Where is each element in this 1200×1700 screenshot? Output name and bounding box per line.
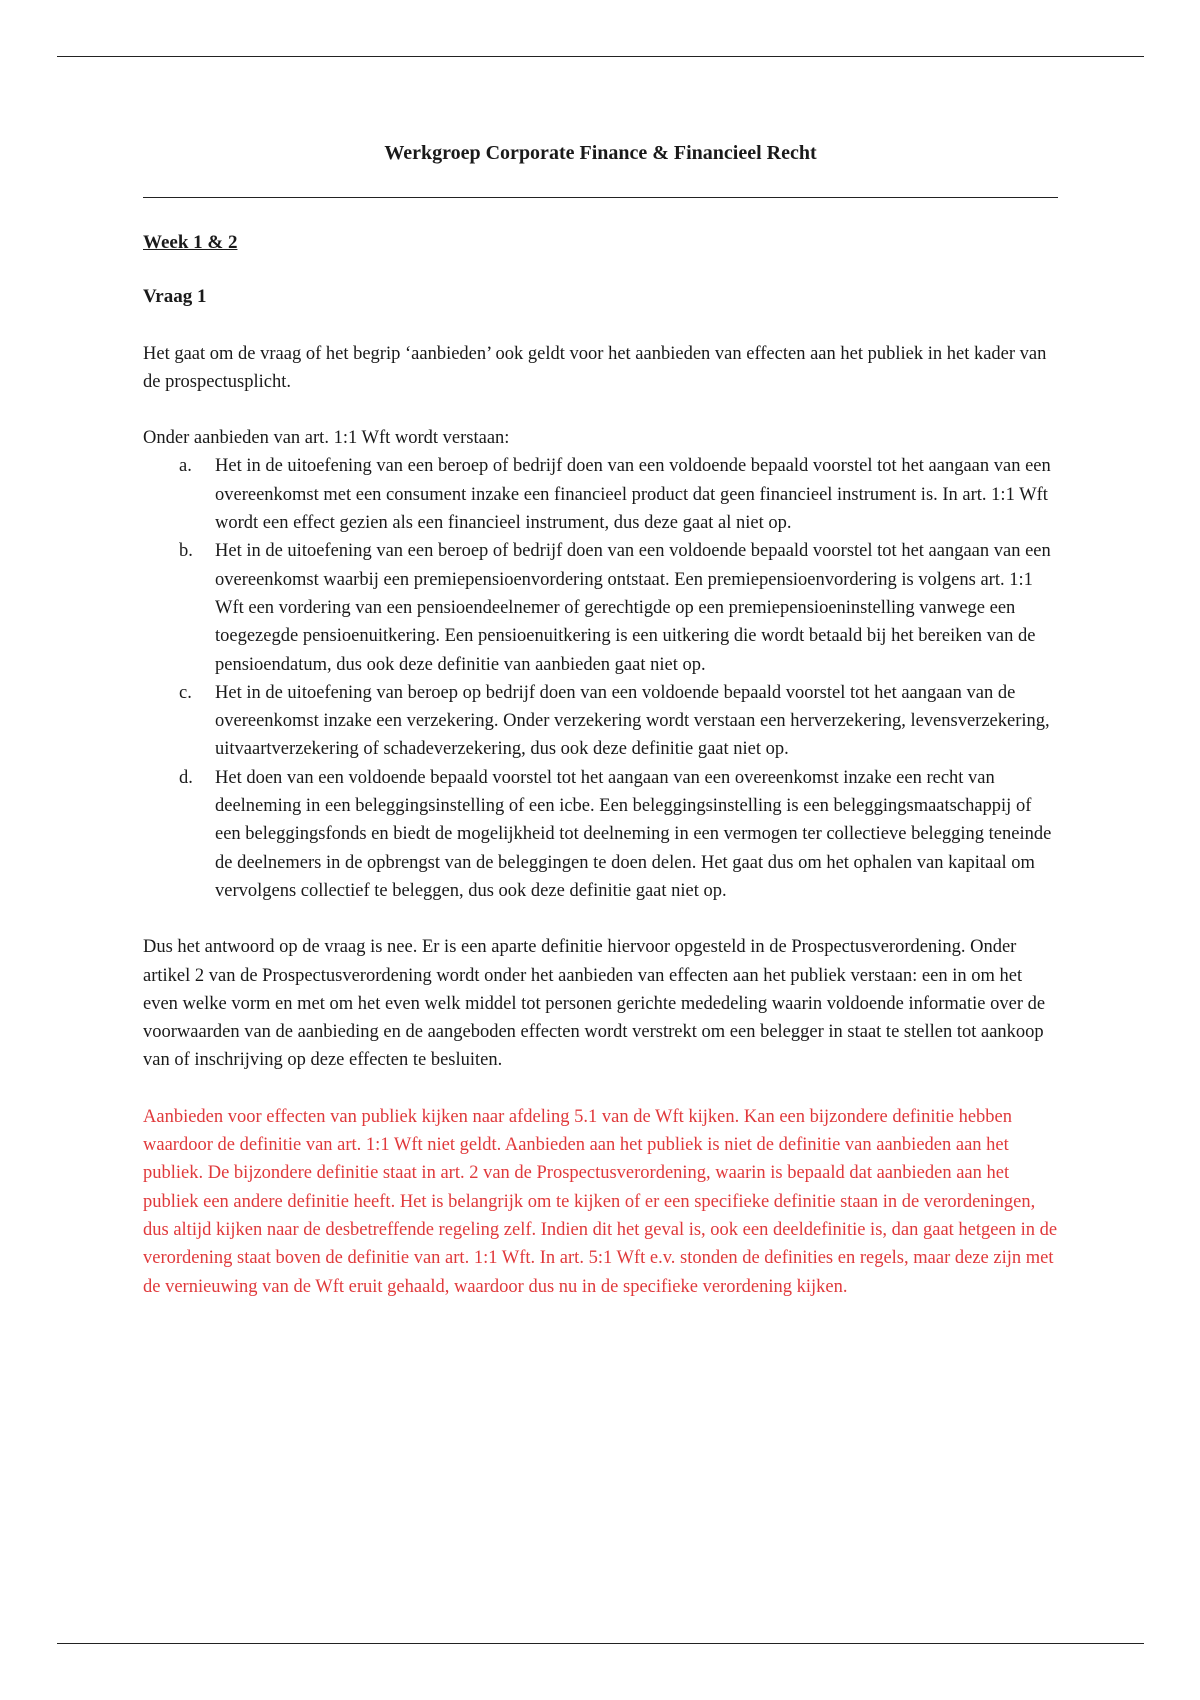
list-item-text: Het doen van een voldoende bepaald voorstel tot het aangaan van een overeenkomst inzake een recht van deelneming in een beleggingsinstelling of een icbe. Een beleggingsinstelling is een beleggingsmaatschappij of een beleggingsfonds en biedt de mogelijkheid tot deelneming in een vermogen ter collectieve belegging teneinde de deelnemers in de opbrengst van de beleggingen te doen delen. Het gaat dus om het ophalen van kapitaal om vervolgens collectief te beleggen, dus ook deze definitie gaat niet op. (215, 767, 1052, 901)
bottom-page-rule (57, 1643, 1144, 1644)
top-page-rule (57, 56, 1144, 57)
list-item (143, 764, 1058, 905)
document-title: Werkgroep Corporate Finance & Financieel Recht (384, 142, 817, 164)
list-item-text: Het in de uitoefening van een beroep of bedrijf doen van een voldoende bepaald voorstel tot het aangaan van een overeenkomst met een consument inzake een financieel product dat geen financieel instrument is. In art. 1:1 Wft wordt een effect gezien als een financieel instrument, dus deze gaat al niet op. (215, 456, 1051, 534)
list-marker: a. (179, 456, 192, 477)
list-item-text: Het in de uitoefening van beroep op bedrijf doen van een voldoende bepaald voorstel tot het aangaan van de overeenkomst inzake een verzekering. Onder verzekering wordt verstaan een herverzekering, levensverzekering, uitvaartverzekering of schadeverzekering, dus ook deze definitie gaat niet op. (215, 682, 1050, 760)
definition-list (143, 452, 1058, 905)
list-intro: Onder aanbieden van art. 1:1 Wft wordt verstaan: (143, 428, 510, 449)
list-item (143, 452, 1058, 537)
list-item (143, 537, 1058, 678)
intro-paragraph: Het gaat om de vraag of het begrip ‘aanbieden’ ook geldt voor het aanbieden van effecten aan het publiek in het kader van de prospectusplicht. (143, 343, 1047, 392)
answer-paragraph: Dus het antwoord op de vraag is nee. Er is een aparte definitie hiervoor opgesteld in de Prospectusverordening. Onder artikel 2 van de Prospectusverordening wordt onder het aanbieden van effecten aan het publiek verstaan: een in om het even welke vorm en met om het even welk middel tot personen gerichte mededeling waarin voldoende informatie over de voorwaarden van de aanbieding en de aangeboden effecten wordt verstrekt om een belegger in staat te stellen tot aankoop van of inschrijving op deze effecten te besluiten. (143, 937, 1046, 1071)
week-heading: Week 1 & 2 (143, 232, 238, 253)
annotation-paragraph: Aanbieden voor effecten van publiek kijken naar afdeling 5.1 van de Wft kijken. Kan een bijzondere definitie hebben waardoor de definitie van art. 1:1 Wft niet geldt. Aanbieden aan het publiek is niet de definitie van aanbieden aan het publiek. De bijzondere definitie staat in art. 2 van de Prospectusverordening, waarin is bepaald dat aanbieden aan het publiek een andere definitie heeft. Het is belangrijk om te kijken of er een specifieke definitie staan in de verordeningen, dus altijd kijken naar de desbetreffende regeling zelf. Indien dit het geval is, ook een deeldefinitie is, dan gaat hetgeen in de verordening staat boven de definitie van art. 1:1 Wft. In art. 5:1 Wft e.v. stonden de definities en regels, maar deze zijn met de vernieuwing van de Wft eruit gehaald, waardoor dus nu in de specifieke verordening kijken. (143, 1106, 1058, 1297)
title-divider (143, 197, 1058, 198)
list-item-text: Het in de uitoefening van een beroep of bedrijf doen van een voldoende bepaald voorstel tot het aangaan van een overeenkomst waarbij een premiepensioenvordering ontstaat. Een premiepensioenvordering is volgens art. 1:1 Wft een vordering van een pensioendeelnemer of gerechtigde op een premiepensioeninstelling vanwege een toegezegde pensioenuitkering. Een pensioenuitkering is een uitkering die wordt betaald bij het bereiken van de pensioendatum, dus ook deze definitie van aanbieden gaat niet op. (215, 541, 1051, 675)
list-marker: c. (179, 682, 192, 703)
document-body (143, 229, 1058, 1301)
question-heading: Vraag 1 (143, 286, 207, 308)
list-marker: b. (179, 541, 193, 562)
list-item (143, 679, 1058, 764)
list-marker: d. (179, 767, 193, 788)
